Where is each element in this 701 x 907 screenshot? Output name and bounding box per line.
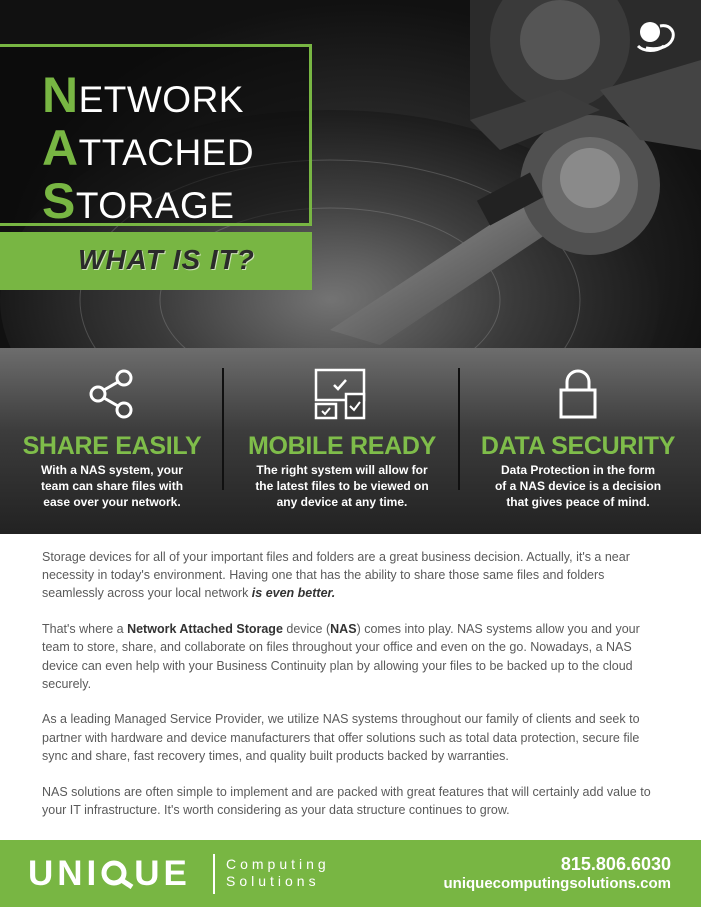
brand-divider: [213, 854, 215, 894]
feature-title: DATA SECURITY: [480, 432, 676, 460]
emphasis: is even better.: [251, 586, 336, 601]
paragraph-4: NAS solutions are often simple to implement and are packed with great features that will certainly add value to your IT infrastructure. It's worth considering as your data structure continues to grow.: [42, 784, 651, 817]
share-icon: [86, 368, 138, 425]
devices-icon: [314, 368, 370, 425]
subtitle: WHAT IS IT?: [78, 244, 255, 275]
title-line-1: NETWORK: [42, 67, 244, 123]
divider: [458, 368, 460, 490]
feature-text: The right system will allow for the latest files to be viewed on any device at any time.: [255, 463, 429, 509]
feature-security: [468, 348, 688, 534]
feature-share: [2, 348, 222, 534]
brand-tagline: Computing Solutions: [226, 856, 330, 889]
feature-text: Data Protection in the form of a NAS device is a decision that gives peace of mind.: [494, 463, 662, 509]
brand-q-icon: [100, 858, 134, 888]
website-link[interactable]: uniquecomputingsolutions.com: [443, 875, 671, 892]
phone-number[interactable]: 815.806.6030: [560, 854, 671, 874]
title-line-3: STORAGE: [42, 173, 235, 229]
feature-title: SHARE EASILY: [22, 432, 202, 460]
feature-mobile: [232, 348, 452, 534]
hero-banner: [0, 0, 701, 348]
footer: [0, 840, 701, 907]
paragraph-3: As a leading Managed Service Provider, we utilize NAS systems throughout our family of clients and seek to partner with hardware and device manufacturers that offer solutions such as total data protection, secure file sync and share, fast recovery times, and quality built products backed by warranties.: [42, 712, 640, 763]
logo-icon: [634, 18, 678, 54]
article-body: [42, 548, 668, 836]
contact-info: [444, 854, 672, 893]
paragraph-1: Storage devices for all of your important files and folders are a great business decision. Actually, it's a near necessity in today's environment. Having one that has the ability to share those same files and folders seamlessly across your local network is even better.: [42, 550, 630, 601]
paragraph-2: That's where a Network Attached Storage device (NAS) comes into play. NAS systems allow you and your team to store, share, and collaborate on files throughout your office and even on the go. Nowadays, a NAS device can even help with your Business Continuity plan by allowing your files to be backed up to the cloud securely.: [42, 622, 640, 691]
divider: [222, 368, 224, 490]
brand-name: UNI UE: [28, 854, 191, 893]
feature-title: MOBILE READY: [247, 432, 437, 460]
title-line-2: ATTACHED: [42, 120, 255, 176]
lock-icon: [558, 368, 598, 425]
features-strip: [0, 348, 701, 534]
feature-text: With a NAS system, your team can share files with ease over your network.: [40, 463, 184, 509]
